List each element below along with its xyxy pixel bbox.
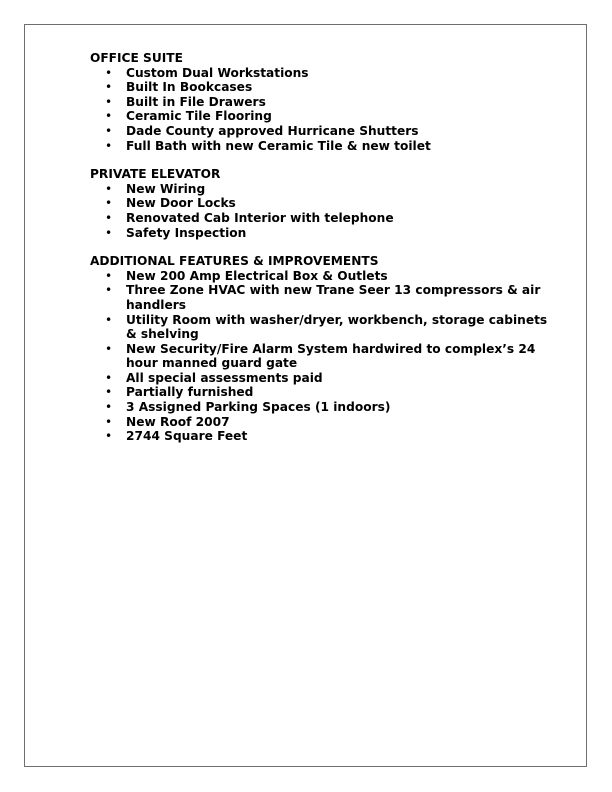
list-item: • Built In Bookcases	[105, 80, 253, 95]
bullet-list	[90, 66, 560, 154]
list-item: • Dade County approved Hurricane Shutters	[105, 123, 419, 138]
bullet-icon: •	[105, 283, 113, 298]
bullet-icon: •	[105, 138, 113, 153]
section-title: PRIVATE ELEVATOR	[90, 167, 221, 182]
section-office-suite	[90, 51, 560, 153]
bullet-icon: •	[105, 94, 113, 109]
bullet-icon: •	[105, 65, 113, 80]
bullet-icon: •	[105, 123, 113, 138]
bullet-icon: •	[105, 312, 113, 327]
section-title: OFFICE SUITE	[90, 51, 183, 65]
bullet-icon: •	[105, 196, 113, 211]
list-item: • New Door Locks	[105, 196, 236, 211]
list-item: • New Security/Fire Alarm System hardwired to complex’s 24 hour manned guard gate	[105, 341, 536, 371]
bullet-icon: •	[105, 414, 113, 429]
list-item: • 2744 Square Feet	[105, 429, 248, 444]
bullet-icon: •	[105, 385, 113, 400]
bullet-icon: •	[105, 80, 113, 95]
bullet-icon: •	[105, 268, 113, 283]
bullet-icon: •	[105, 109, 113, 124]
list-item: • New 200 Amp Electrical Box & Outlets	[105, 268, 388, 283]
list-item: • 3 Assigned Parking Spaces (1 indoors)	[105, 400, 391, 415]
bullet-icon: •	[105, 400, 113, 415]
section-additional-features	[90, 254, 560, 444]
list-item: • Renovated Cab Interior with telephone	[105, 210, 394, 225]
list-item: • Custom Dual Workstations	[105, 65, 309, 80]
bullet-icon: •	[105, 341, 113, 356]
bullet-list	[90, 269, 560, 444]
list-item: • Utility Room with washer/dryer, workbench, storage cabinets & shelving	[105, 312, 548, 342]
document-body	[90, 51, 560, 458]
list-item: • Safety Inspection	[105, 225, 247, 240]
bullet-icon: •	[105, 429, 113, 444]
list-item: • Full Bath with new Ceramic Tile & new toilet	[105, 138, 431, 153]
bullet-list	[90, 182, 560, 240]
bullet-icon: •	[105, 181, 113, 196]
bullet-icon: •	[105, 370, 113, 385]
section-private-elevator	[90, 167, 560, 240]
list-item: • Partially furnished	[105, 385, 254, 400]
bullet-icon: •	[105, 210, 113, 225]
section-title: ADDITIONAL FEATURES & IMPROVEMENTS	[90, 254, 379, 269]
list-item: • All special assessments paid	[105, 370, 323, 385]
list-item: • New Wiring	[105, 181, 206, 196]
bullet-icon: •	[105, 225, 113, 240]
list-item: • Three Zone HVAC with new Trane Seer 13 compressors & air handlers	[105, 283, 541, 312]
list-item: • Ceramic Tile Flooring	[105, 109, 272, 124]
list-item: • New Roof 2007	[105, 414, 230, 429]
list-item: • Built in File Drawers	[105, 94, 266, 109]
